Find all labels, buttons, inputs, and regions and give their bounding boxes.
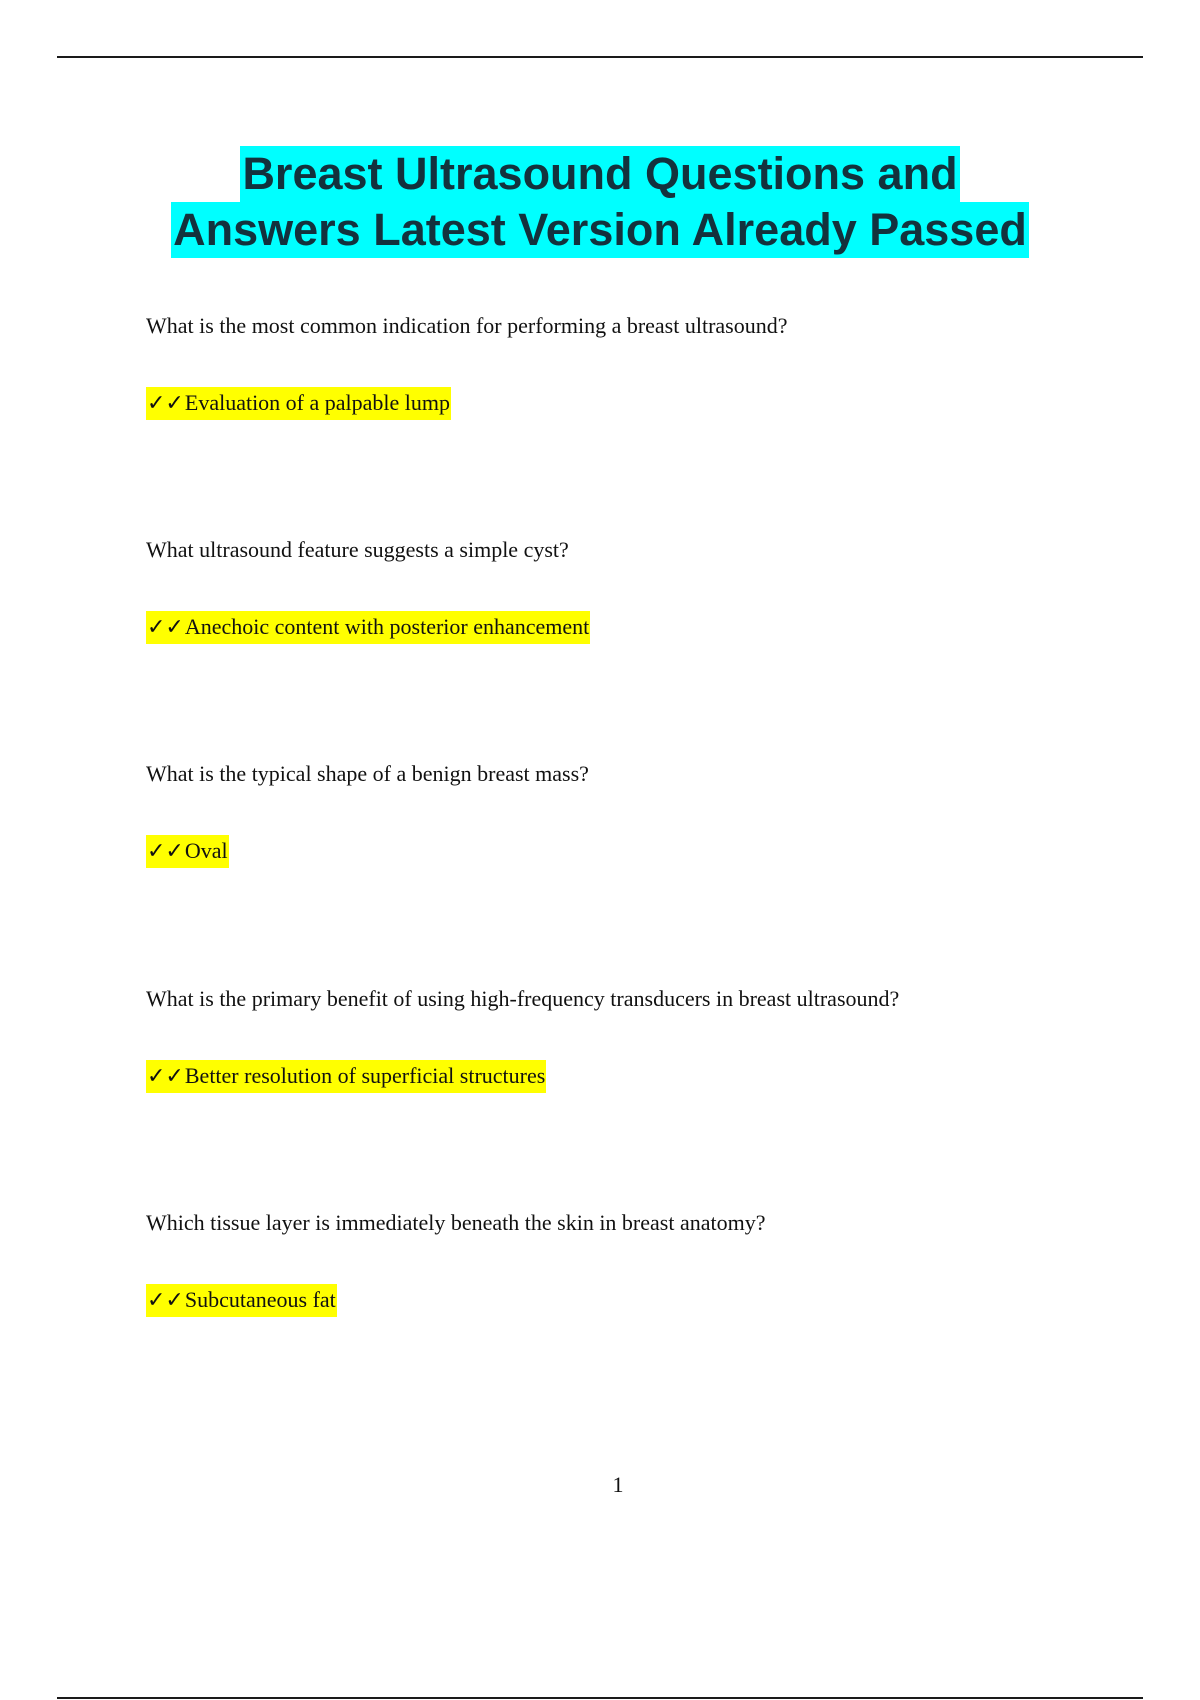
answer-highlight xyxy=(146,835,229,868)
answer-text: Better resolution of superficial structures xyxy=(184,1063,546,1088)
question-text: What ultrasound feature suggests a simple cyst? xyxy=(146,537,569,562)
question-text: What is the most common indication for performing a breast ultrasound? xyxy=(146,313,788,338)
answer-text: Subcutaneous fat xyxy=(184,1287,336,1312)
qa-item-2 xyxy=(146,535,1106,640)
document-title xyxy=(0,146,1200,258)
answer xyxy=(146,835,229,868)
answer-highlight xyxy=(146,1284,337,1317)
title-line-1: Breast Ultrasound Questions and xyxy=(240,146,959,202)
answer xyxy=(146,387,451,420)
qa-item-1 xyxy=(146,311,1106,416)
qa-item-3 xyxy=(146,759,1106,864)
answer-text: Anechoic content with posterior enhancement xyxy=(184,614,590,639)
answer xyxy=(146,1284,337,1317)
answer-text: Evaluation of a palpable lump xyxy=(184,390,451,415)
question-text: What is the typical shape of a benign breast mass? xyxy=(146,761,589,786)
question-text: Which tissue layer is immediately beneath the skin in breast anatomy? xyxy=(146,1210,766,1235)
qa-item-5 xyxy=(146,1208,1106,1313)
answer xyxy=(146,1060,546,1093)
bottom-rule xyxy=(57,1697,1143,1699)
double-check-icon: ✓✓ xyxy=(147,1064,184,1089)
double-check-icon: ✓✓ xyxy=(147,1288,184,1313)
answer-highlight xyxy=(146,1060,546,1093)
answer-highlight xyxy=(146,611,590,644)
answer xyxy=(146,611,590,644)
title-line-2: Answers Latest Version Already Passed xyxy=(171,202,1029,258)
qa-item-4 xyxy=(146,984,1106,1089)
double-check-icon: ✓✓ xyxy=(147,391,184,416)
question-text: What is the primary benefit of using high-frequency transducers in breast ultrasound? xyxy=(146,986,900,1011)
answer-highlight xyxy=(146,387,451,420)
double-check-icon: ✓✓ xyxy=(147,615,184,640)
answer-text: Oval xyxy=(184,838,228,863)
page-number: 1 xyxy=(612,1472,624,1497)
top-rule xyxy=(57,56,1143,58)
double-check-icon: ✓✓ xyxy=(147,839,184,864)
